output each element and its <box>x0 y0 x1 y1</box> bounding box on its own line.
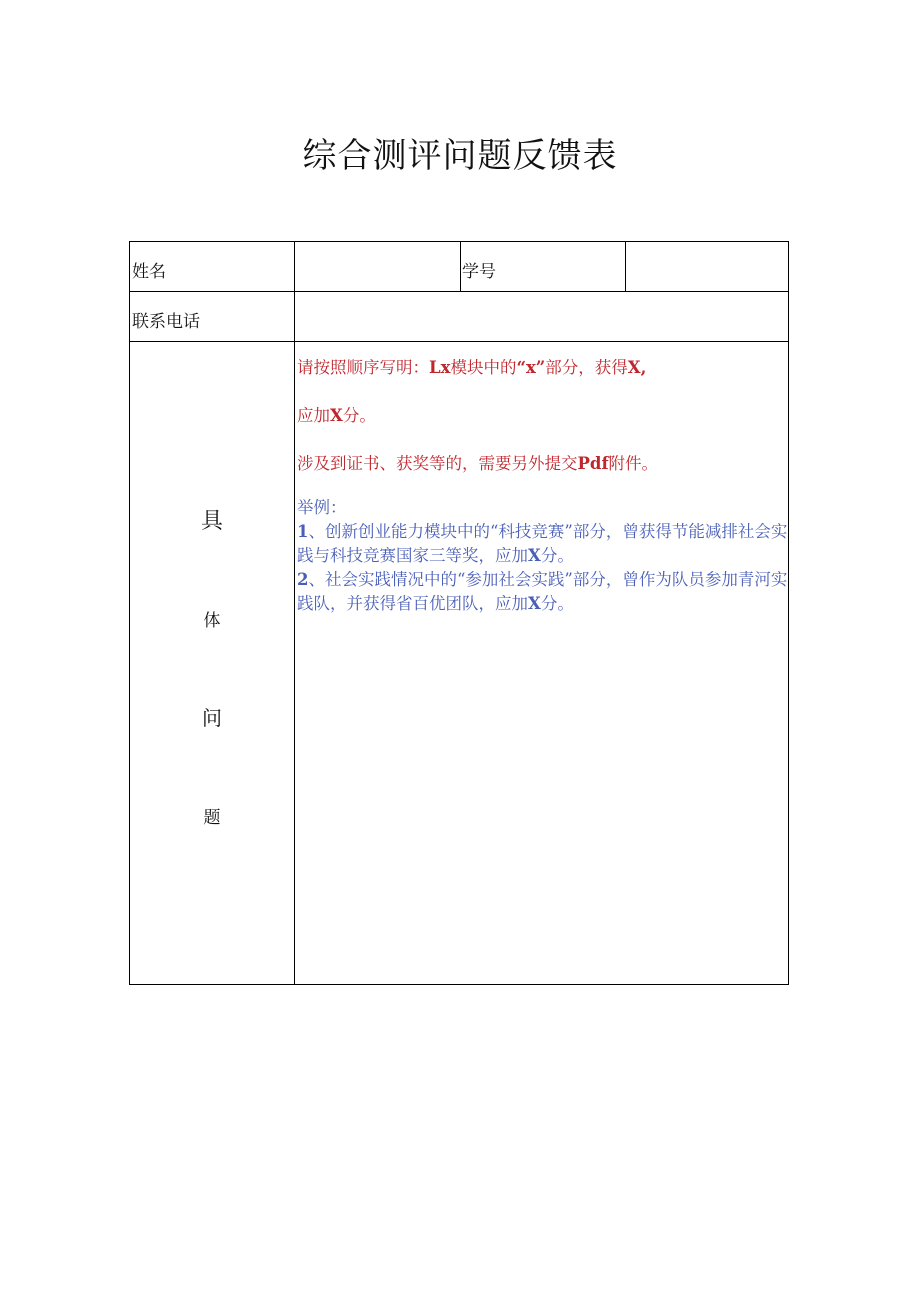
student-id-field[interactable] <box>626 242 788 291</box>
issue-label-char-1: 具 <box>200 509 223 534</box>
instruction-text: 部分，获得 <box>545 358 628 377</box>
instruction-line-2 <box>297 404 789 428</box>
example-number: 1 <box>297 522 309 541</box>
example-number: 2 <box>297 570 309 589</box>
example-text: 分。 <box>540 594 574 613</box>
student-id-label: 学号 <box>462 262 496 282</box>
instruction-module-token: Lx <box>429 358 451 377</box>
example-points-token: X <box>528 546 541 565</box>
name-field[interactable] <box>295 242 460 291</box>
column-divider-label <box>294 242 295 984</box>
example-text: 、创新创业能力模块中的“科技竞赛”部分，曾获得节能减排社会实践与科技竞赛国家三等奖，应加 <box>297 522 788 565</box>
issue-label-char-4: 题 <box>203 808 221 828</box>
instruction-text: 模块中的 <box>450 358 517 377</box>
page-title: 综合测评问题反馈表 <box>302 136 618 176</box>
instruction-line-3 <box>297 452 789 476</box>
instruction-text: 涉及到证书、获奖等的，需要另外提交 <box>297 454 578 473</box>
feedback-form-table <box>129 241 789 985</box>
instruction-pdf-token: Pdf <box>577 454 609 473</box>
name-label: 姓名 <box>132 262 166 282</box>
instruction-text: 分。 <box>342 406 376 425</box>
row-divider-2 <box>130 341 788 342</box>
phone-field[interactable] <box>295 292 788 341</box>
example-text: 、社会实践情况中的“参加社会实践”部分，曾作为队员参加青河实践队，并获得省百优团队，应加 <box>297 570 788 613</box>
issue-content-area[interactable] <box>297 356 789 616</box>
column-divider-id-label <box>460 242 461 291</box>
phone-label: 联系电话 <box>132 312 200 332</box>
issue-label-char-3: 问 <box>202 706 222 730</box>
instruction-points-token: X <box>330 406 343 425</box>
issue-label-char-2: 体 <box>203 611 221 631</box>
example-text: 分。 <box>540 546 574 565</box>
instruction-part-token: “x” <box>516 358 546 377</box>
example-heading: 举例： <box>297 498 347 517</box>
instruction-award-token: X, <box>627 358 647 377</box>
example-item-1 <box>297 520 789 568</box>
instruction-text: 应加 <box>297 406 330 425</box>
example-item-2 <box>297 568 789 616</box>
example-points-token: X <box>528 594 541 613</box>
instruction-text: 请按照顺序写明： <box>297 358 429 377</box>
instruction-line-1 <box>297 356 789 380</box>
instruction-text: 附件。 <box>608 454 659 473</box>
